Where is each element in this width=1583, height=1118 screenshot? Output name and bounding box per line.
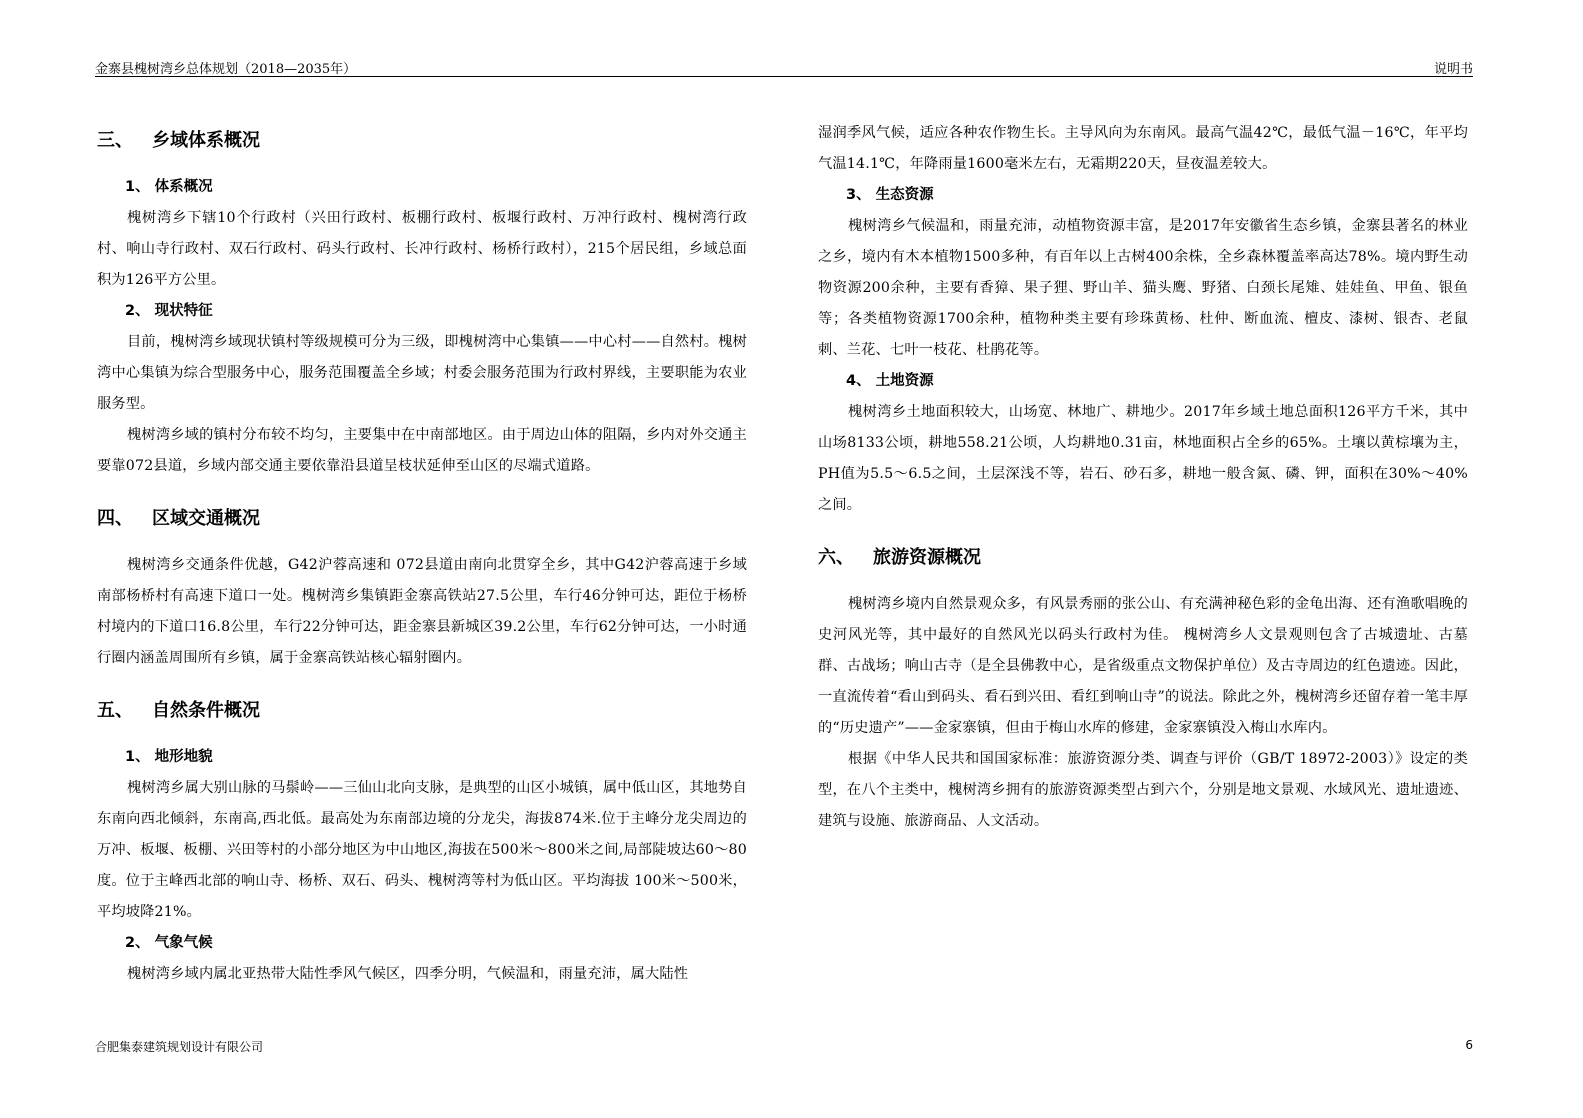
paragraph: 槐树湾乡属大别山脉的马鬃岭——三仙山北向支脉，是典型的山区小城镇，属中低山区，其地势自东南向西北倾斜，东南高,西北低。最高处为东南部边境的分龙尖，海拔874米.位于主峰分龙尖周边的万冲、板堰、板棚、兴田等村的小部分地区为中山地区,海拔在500米～800米之间,局部陡坡达60～80度。位于主峰西北部的响山寺、杨桥、双石、码头、槐树湾等村为低山区。平均海拔 100米～500米，平均坡降21%。 (97, 780, 747, 920)
left-column (97, 118, 747, 990)
paragraph-continued: 湿润季风气候，适应各种农作物生长。主导风向为东南风。最高气温42℃，最低气温－16℃，年平均气温14.1℃，年降雨量1600毫米左右，无霜期220天，昼夜温差较大。 (818, 125, 1468, 172)
section-number: 五、 (97, 700, 133, 721)
paragraph: 槐树湾乡交通条件优越，G42沪蓉高速和 072县道由南向北贯穿全乡，其中G42沪蓉高速于乡域南部杨桥村有高速下道口一处。槐树湾乡集镇距金寨高铁站27.5公里，车行46分钟可达，距位于杨桥村境内的下道口16.8公里，车行22分钟可达，距金寨县新城区39.2公里，车行62分钟可达，一小时通行圈内涵盖周围所有乡镇，属于金寨高铁站核心辐射圈内。 (97, 557, 747, 666)
subsection-heading: 1、 体系概况 (125, 179, 213, 195)
company-name: 合肥集泰建筑规划设计有限公司 (95, 1040, 264, 1054)
paragraph: 槐树湾乡气候温和，雨量充沛，动植物资源丰富，是2017年安徽省生态乡镇，金寨县著名的林业之乡，境内有木本植物1500多种，有百年以上古树400余株，全乡森林覆盖率高达78%。境内野生动物资源200余种，主要有香獐、果子狸、野山羊、猫头鹰、野猪、白颈长尾雉、娃娃鱼、甲鱼、银鱼等；各类植物资源1700余种，植物种类主要有珍珠黄杨、杜仲、断血流、檀皮、漆树、银杏、老鼠刺、兰花、七叶一枝花、杜鹃花等。 (818, 218, 1468, 358)
page-header (95, 56, 1473, 77)
spacer (97, 482, 747, 496)
paragraph: 根据《中华人民共和国国家标准：旅游资源分类、调查与评价（GB/T 18972-2003）》设定的类型，在八个主类中，槐树湾乡拥有的旅游资源类型占到六个，分别是地文景观、水域风光、遗址遗迹、建筑与设施、旅游商品、人文活动。 (818, 751, 1468, 829)
paragraph: 槐树湾乡土地面积较大，山场宽、林地广、耕地少。2017年乡域土地总面积126平方千米，其中山场8133公顷，耕地558.21公顷，人均耕地0.31亩，林地面积占全乡的65%。土壤以黄棕壤为主，PH值为5.5～6.5之间，土层深浅不等，岩石、砂石多，耕地一般含氮、磷、钾，面积在30%～40%之间。 (818, 404, 1468, 513)
subsection-heading: 2、 现状特征 (125, 303, 213, 319)
paragraph: 槐树湾乡境内自然景观众多，有风景秀丽的张公山、有充满神秘色彩的金龟出海、还有渔歌唱晚的史河风光等，其中最好的自然风光以码头行政村为佳。 槐树湾乡人文景观则包含了古城遗址、古墓群、古战场；响山古寺（是全县佛教中心，是省级重点文物保护单位）及古寺周边的红色遗迹。因此，一直流传着“看山到码头、看石到兴田、看红到响山寺”的说法。除此之外，槐树湾乡还留存着一笔丰厚的“历史遗产”——金家寨镇，但由于梅山水库的修建，金家寨镇没入梅山水库内。 (818, 596, 1468, 736)
section-number: 四、 (97, 508, 133, 529)
spacer (97, 674, 747, 688)
section-heading-6 (818, 543, 1468, 573)
document-type: 说明书 (1433, 62, 1473, 77)
right-column (818, 118, 1468, 837)
spacer (818, 521, 1468, 535)
subsection-heading: 2、 气象气候 (125, 935, 213, 951)
page-number: 6 (1465, 1038, 1473, 1052)
section-heading-4 (97, 504, 747, 534)
subsection-heading: 4、 土地资源 (846, 373, 934, 389)
subsection-heading: 3、 生态资源 (846, 187, 934, 203)
section-title: 自然条件概况 (152, 700, 260, 721)
section-number: 六、 (818, 547, 854, 568)
section-title: 区域交通概况 (152, 508, 260, 529)
paragraph: 槐树湾乡下辖10个行政村（兴田行政村、板棚行政村、板堰行政村、万冲行政村、槐树湾行政村、响山寺行政村、双石行政村、码头行政村、长冲行政村、杨桥行政村），215个居民组，乡域总面积为126平方公里。 (97, 210, 747, 288)
paragraph: 槐树湾乡域内属北亚热带大陆性季风气候区，四季分明，气候温和，雨量充沛，属大陆性 (127, 966, 689, 982)
page-footer (95, 1038, 1473, 1055)
document-title: 金寨县槐树湾乡总体规划（2018—2035年） (95, 62, 357, 77)
section-heading-3 (97, 126, 747, 156)
section-number: 三、 (97, 130, 133, 151)
paragraph: 目前，槐树湾乡域现状镇村等级规模可分为三级，即槐树湾中心集镇——中心村——自然村。槐树湾中心集镇为综合型服务中心，服务范围覆盖全乡域；村委会服务范围为行政村界线，主要职能为农业服务型。 (97, 334, 747, 412)
section-title: 旅游资源概况 (873, 547, 981, 568)
subsection-heading: 1、 地形地貌 (125, 749, 213, 765)
section-heading-5 (97, 696, 747, 726)
paragraph: 槐树湾乡域的镇村分布较不均匀，主要集中在中南部地区。由于周边山体的阻隔，乡内对外交通主要靠072县道，乡域内部交通主要依靠沿县道呈枝状延伸至山区的尽端式道路。 (97, 427, 747, 474)
section-title: 乡域体系概况 (152, 130, 260, 151)
